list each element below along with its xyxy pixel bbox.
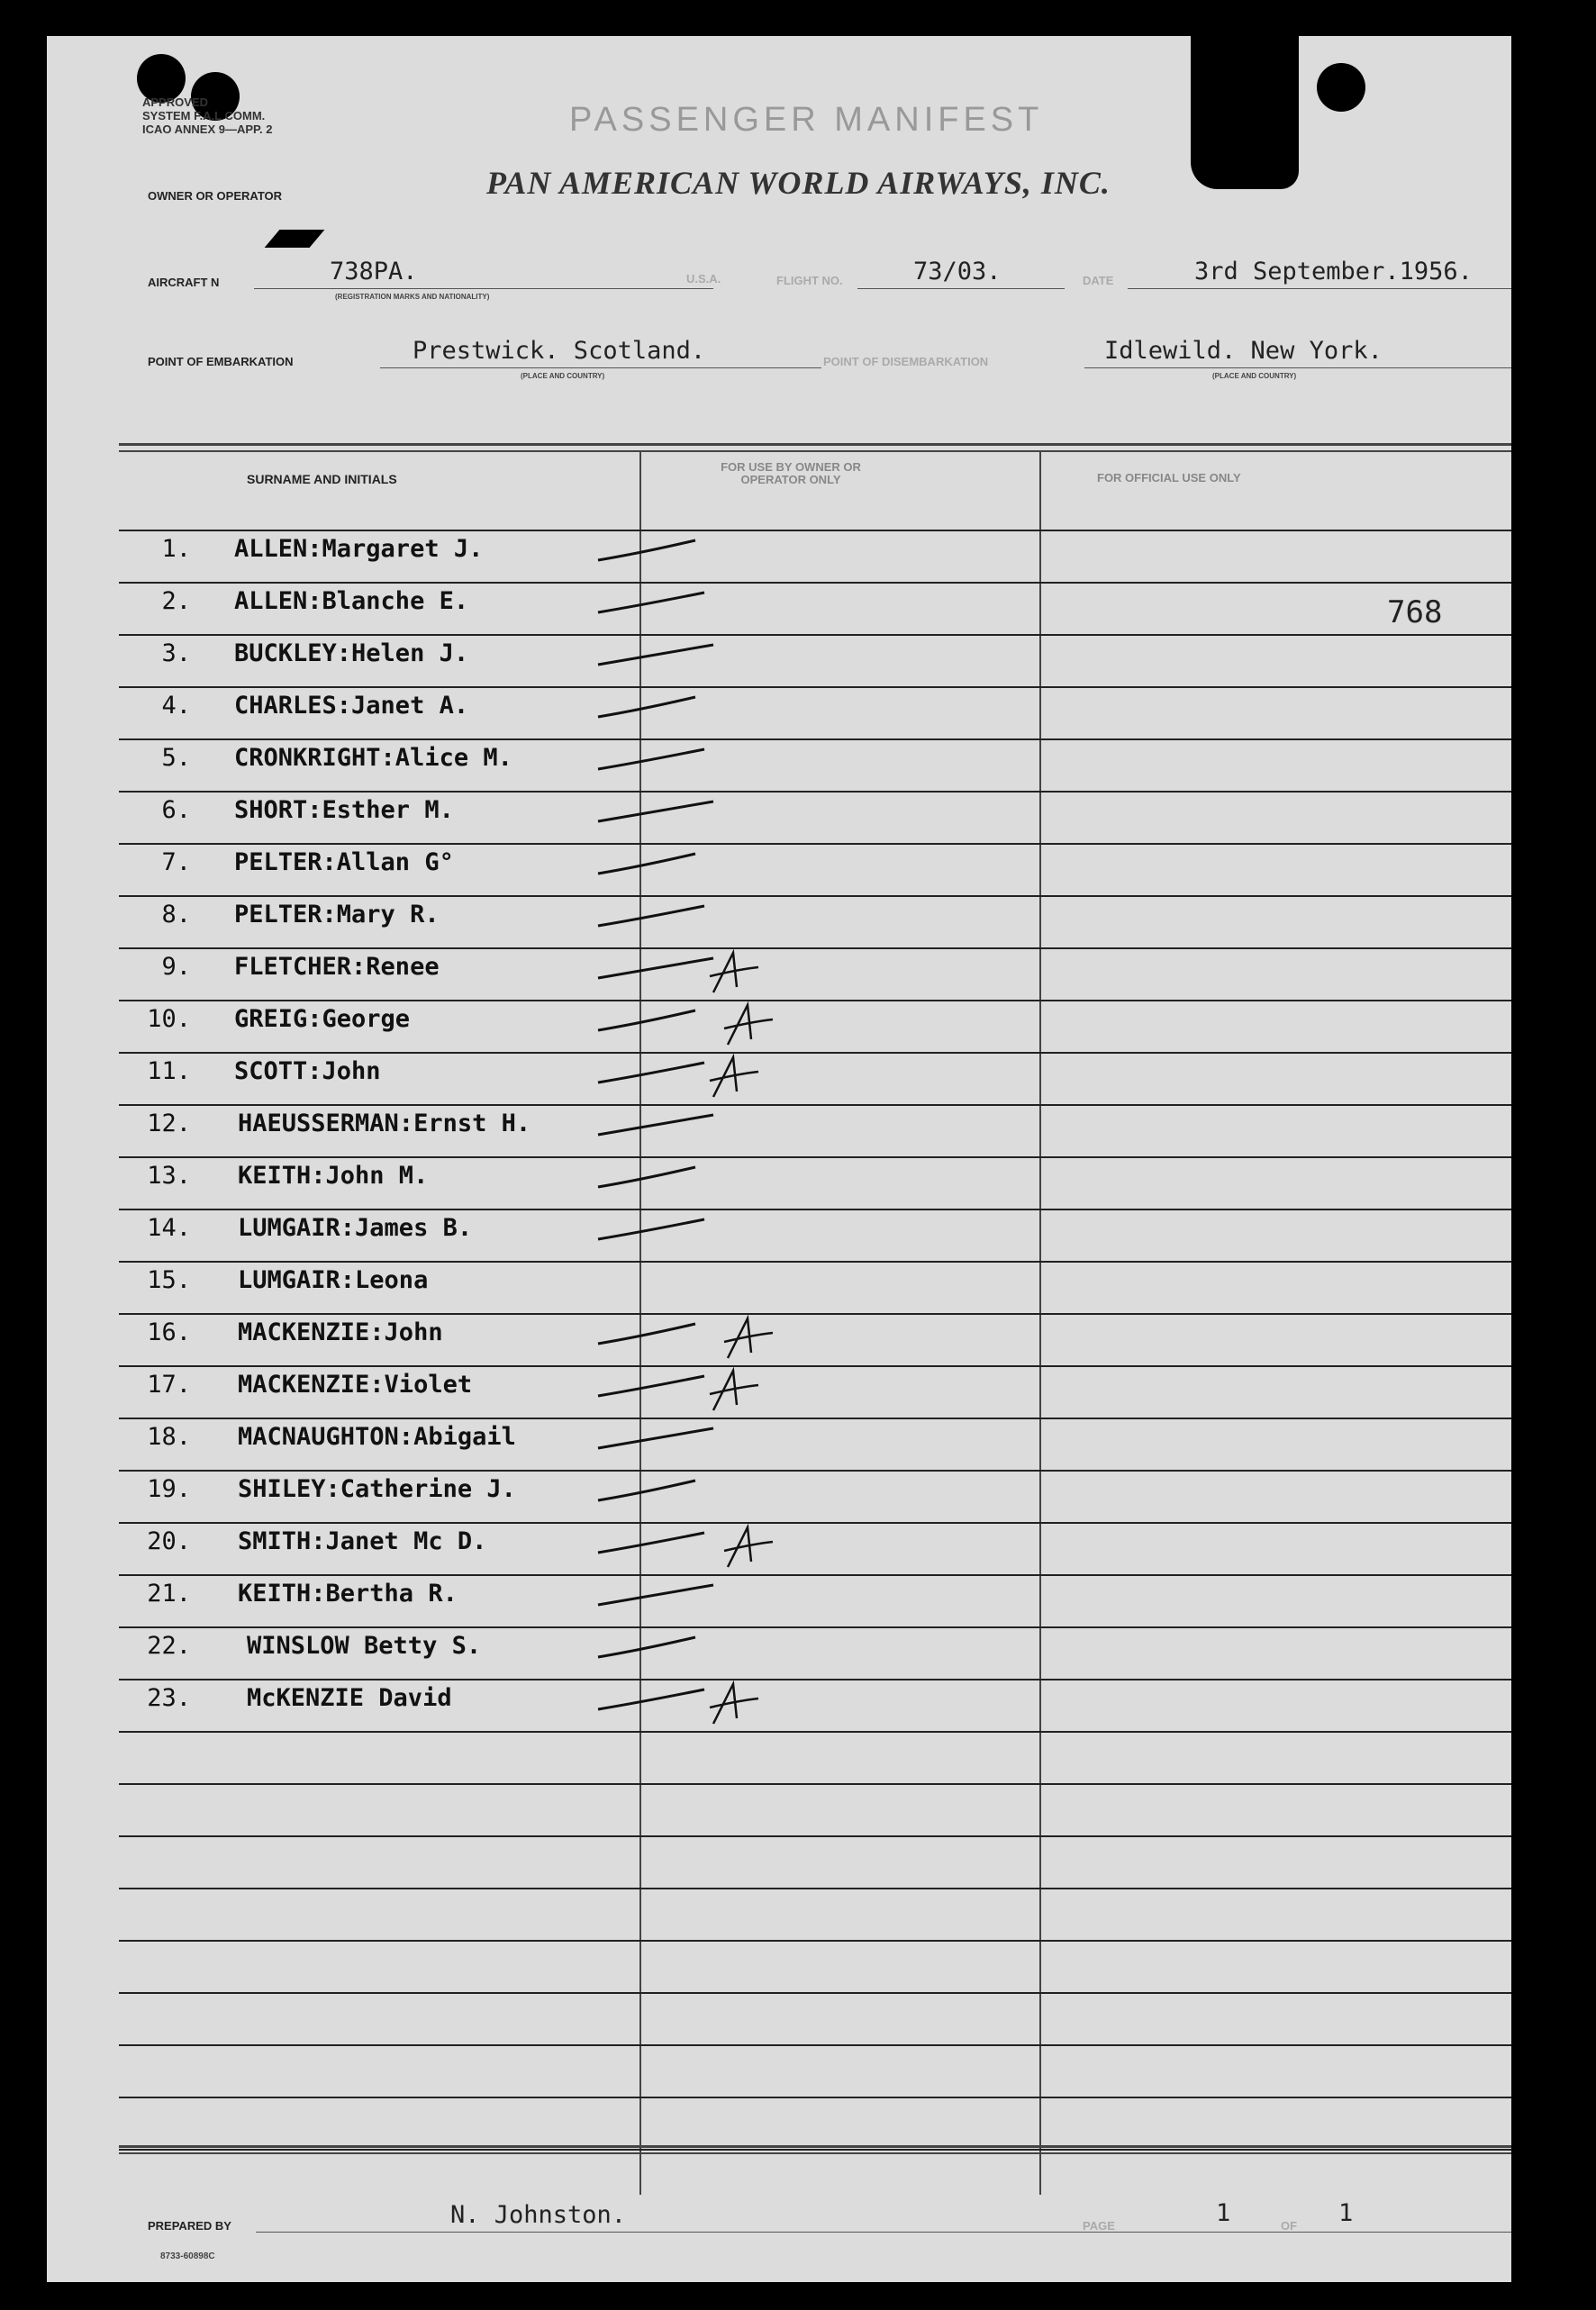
tick-mark xyxy=(598,1637,695,1657)
passenger-number: 23. xyxy=(147,1684,191,1712)
tick-mark xyxy=(598,1585,713,1605)
date-label: DATE xyxy=(1083,274,1114,287)
letter-a-mark xyxy=(724,1005,773,1045)
passenger-name: LUMGAIR:James B. xyxy=(238,1214,473,1242)
date-value: 3rd September.1956. xyxy=(1194,258,1473,285)
passenger-name: PELTER:Allan G° xyxy=(234,848,454,876)
passenger-number: 12. xyxy=(147,1110,191,1137)
passenger-number: 16. xyxy=(147,1318,191,1346)
flight-value: 73/03. xyxy=(913,258,1002,285)
letter-a-mark xyxy=(710,953,758,992)
passenger-number: 19. xyxy=(147,1475,191,1503)
passenger-name: ALLEN:Blanche E. xyxy=(234,587,469,615)
tick-mark xyxy=(598,1481,695,1500)
passenger-number: 11. xyxy=(147,1057,191,1085)
approval-line: SYSTEM F.A.L COMM. xyxy=(142,109,266,122)
passenger-number: 18. xyxy=(147,1423,191,1451)
passenger-name: GREIG:George xyxy=(234,1005,411,1033)
tick-mark xyxy=(598,906,704,926)
tick-mark xyxy=(598,1063,704,1083)
passenger-name: PELTER:Mary R. xyxy=(234,901,440,929)
passenger-name: SCOTT:John xyxy=(234,1057,381,1085)
passenger-number: 1. xyxy=(161,535,191,563)
usa-label: U.S.A. xyxy=(686,272,721,285)
letter-a-mark xyxy=(724,1318,773,1358)
column-owner-use: FOR USE BY OWNER OR OPERATOR ONLY xyxy=(721,460,861,486)
official-note: 768 xyxy=(1387,594,1443,630)
owner-label: OWNER OR OPERATOR xyxy=(148,189,283,203)
tick-mark xyxy=(598,540,695,560)
passenger-name: KEITH:Bertha R. xyxy=(238,1580,458,1608)
page-value: 1 xyxy=(1216,2199,1231,2227)
letter-a-mark xyxy=(710,1684,758,1724)
owner-value: PAN AMERICAN WORLD AIRWAYS, INC. xyxy=(486,165,1111,201)
approval-line: APPROVED xyxy=(142,95,208,109)
passenger-number: 15. xyxy=(147,1266,191,1294)
tick-mark xyxy=(598,1167,695,1187)
passenger-number: 3. xyxy=(161,639,191,667)
tick-mark xyxy=(598,749,704,769)
embarkation-label: POINT OF EMBARKATION xyxy=(148,355,294,368)
disembarkation-value: Idlewild. New York. xyxy=(1104,337,1383,365)
passenger-name: MACNAUGHTON:Abigail xyxy=(238,1423,516,1451)
passenger-name: LUMGAIR:Leona xyxy=(238,1266,429,1294)
column-surname: SURNAME AND INITIALS xyxy=(247,472,397,486)
tick-mark xyxy=(598,854,695,874)
passenger-number: 8. xyxy=(161,901,191,929)
tick-mark xyxy=(598,593,704,612)
tick-mark xyxy=(598,1324,695,1344)
passenger-number: 4. xyxy=(161,692,191,720)
passenger-name: CHARLES:Janet A. xyxy=(234,692,469,720)
passenger-name: McKENZIE David xyxy=(247,1684,452,1712)
tick-mark xyxy=(598,1219,704,1239)
tick-mark xyxy=(598,958,713,978)
form-code: 8733-60898C xyxy=(160,2251,215,2261)
flight-label: FLIGHT NO. xyxy=(776,274,843,287)
embarkation-caption: (PLACE AND COUNTRY) xyxy=(521,372,605,380)
manifest-page xyxy=(47,36,1511,2282)
form-title: PASSENGER MANIFEST xyxy=(569,101,1044,139)
passenger-number: 22. xyxy=(147,1632,191,1660)
passenger-number: 5. xyxy=(161,744,191,772)
tick-mark xyxy=(598,645,713,665)
passenger-name: KEITH:John M. xyxy=(238,1162,429,1190)
tick-mark xyxy=(598,697,695,717)
letter-a-mark xyxy=(710,1371,758,1410)
passenger-number: 9. xyxy=(161,953,191,981)
passenger-number: 6. xyxy=(161,796,191,824)
passenger-name: SHILEY:Catherine J. xyxy=(238,1475,516,1503)
passenger-number: 7. xyxy=(161,848,191,876)
letter-a-mark xyxy=(710,1057,758,1097)
embarkation-value: Prestwick. Scotland. xyxy=(413,337,706,365)
passenger-number: 20. xyxy=(147,1527,191,1555)
tick-mark xyxy=(598,802,713,821)
prepared-label: PREPARED BY xyxy=(148,2219,231,2233)
aircraft-label: AIRCRAFT N xyxy=(148,276,220,289)
page-label: PAGE xyxy=(1083,2219,1115,2233)
tick-mark xyxy=(598,1010,695,1030)
column-official-use: FOR OFFICIAL USE ONLY xyxy=(1097,471,1241,485)
of-label: OF xyxy=(1281,2219,1298,2233)
prepared-value: N. Johnston. xyxy=(450,2201,627,2229)
tick-mark xyxy=(598,1115,713,1135)
tick-mark xyxy=(598,1533,704,1553)
passenger-name: SMITH:Janet Mc D. xyxy=(238,1527,487,1555)
passenger-number: 14. xyxy=(147,1214,191,1242)
passenger-number: 17. xyxy=(147,1371,191,1399)
disembarkation-caption: (PLACE AND COUNTRY) xyxy=(1212,372,1297,380)
disembarkation-label: POINT OF DISEMBARKATION xyxy=(823,355,989,368)
letter-a-mark xyxy=(724,1527,773,1567)
passenger-name: CRONKRIGHT:Alice M. xyxy=(234,744,512,772)
passenger-name: FLETCHER:Renee xyxy=(234,953,440,981)
passenger-name: HAEUSSERMAN:Ernst H. xyxy=(238,1110,531,1137)
tick-mark xyxy=(598,1689,704,1709)
passenger-name: ALLEN:Margaret J. xyxy=(234,535,484,563)
of-value: 1 xyxy=(1338,2199,1354,2227)
passenger-number: 13. xyxy=(147,1162,191,1190)
passenger-number: 10. xyxy=(147,1005,191,1033)
aircraft-value: 738PA. xyxy=(330,258,418,285)
tick-mark xyxy=(598,1428,713,1448)
handwritten-marks xyxy=(47,36,1511,2282)
passenger-name: MACKENZIE:John xyxy=(238,1318,443,1346)
passenger-number: 21. xyxy=(147,1580,191,1608)
aircraft-caption: (REGISTRATION MARKS AND NATIONALITY) xyxy=(335,293,490,301)
approval-line: ICAO ANNEX 9—APP. 2 xyxy=(142,122,273,136)
passenger-name: BUCKLEY:Helen J. xyxy=(234,639,469,667)
passenger-number: 2. xyxy=(161,587,191,615)
passenger-name: MACKENZIE:Violet xyxy=(238,1371,473,1399)
passenger-name: SHORT:Esther M. xyxy=(234,796,454,824)
passenger-name: WINSLOW Betty S. xyxy=(247,1632,482,1660)
tick-mark xyxy=(598,1376,704,1396)
